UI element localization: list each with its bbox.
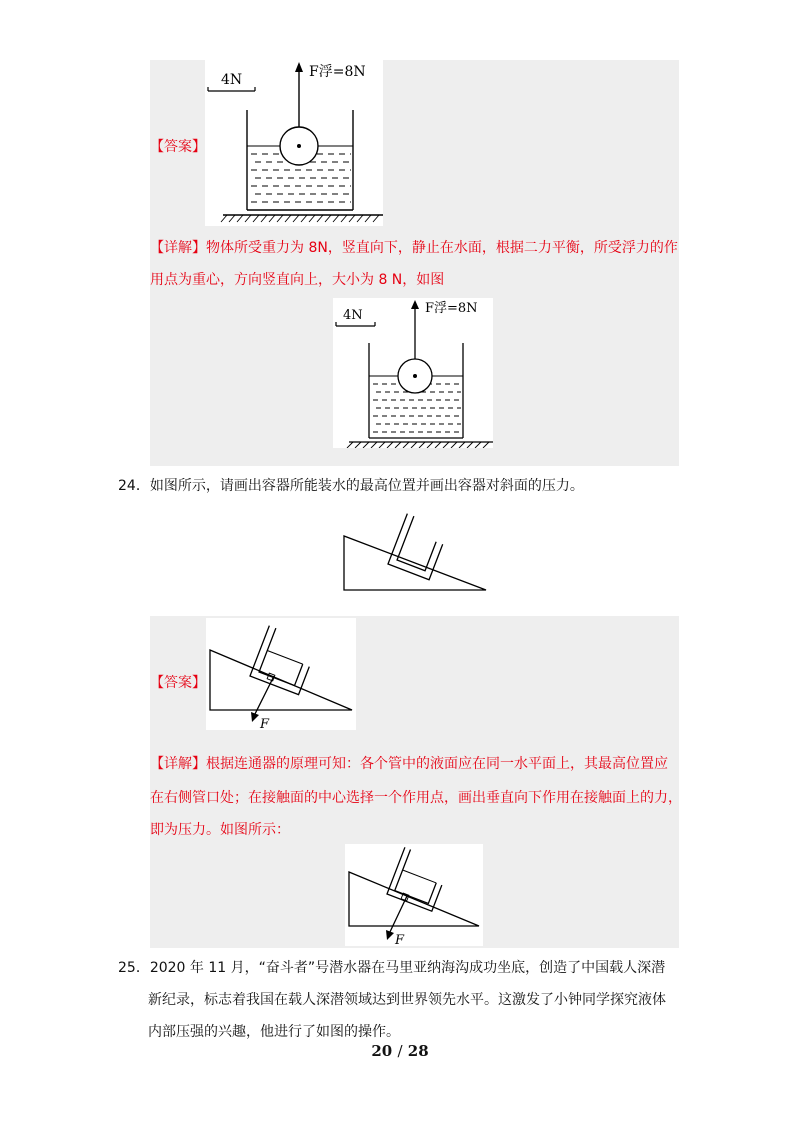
q24-question-text: 如图所示，请画出容器所能装水的最高位置并画出容器对斜面的压力。 xyxy=(149,478,584,494)
q24-detail-tag: 【详解】 xyxy=(150,756,206,772)
scale-label: 4N xyxy=(221,72,243,88)
q24-detail-line1 xyxy=(150,748,668,780)
q25-line3: 内部压强的兴趣，他进行了如图的操作。 xyxy=(148,1024,400,1040)
q24-question-figure xyxy=(340,506,490,592)
q23-answer-figure xyxy=(205,60,383,226)
buoyancy-diagram xyxy=(205,60,383,226)
force-label: F xyxy=(395,933,405,946)
q23-detail-line2: 用点为重心，方向竖直向上，大小为 8 N，如图 xyxy=(150,272,445,288)
force-label: F浮=8N xyxy=(309,64,366,80)
q24-detail-line2: 在右侧管口处；在接触面的中心选择一个作用点，画出垂直向下作用在接触面上的力， xyxy=(150,790,682,806)
page-total: 28 xyxy=(407,1042,429,1060)
q24-detail-line3: 即为压力。如图所示： xyxy=(150,822,290,838)
force-label: F xyxy=(260,717,270,730)
force-label: F浮=8N xyxy=(425,301,478,316)
q24-question xyxy=(118,470,584,502)
q23-answer-tag: 【答案】 xyxy=(150,139,206,155)
q25-line1 xyxy=(118,952,665,984)
q25-text1: 2020 年 11 月，“奋斗者”号潜水器在马里亚纳海沟成功坐底，创造了中国载人深潜 xyxy=(149,960,666,976)
q25-number: 25． xyxy=(118,960,150,976)
q23-detail-text1: 物体所受重力为 8N，竖直向下，静止在水面，根据二力平衡，所受浮力的作 xyxy=(206,240,678,256)
q24-answer-figure xyxy=(206,618,356,730)
q23-detail-tag: 【详解】 xyxy=(150,240,206,256)
buoyancy-diagram-repeat xyxy=(333,298,493,448)
page-current: 20 xyxy=(371,1042,393,1060)
q23-detail-line1 xyxy=(150,232,678,264)
q24-detail-figure xyxy=(345,844,483,946)
q23-detail-figure xyxy=(333,298,493,448)
incline-container-diagram xyxy=(340,506,490,592)
page-number xyxy=(0,1042,800,1060)
incline-pressure-diagram-repeat xyxy=(345,844,483,946)
q25-line2: 新纪录，标志着我国在载人深潜领域达到世界领先水平。这激发了小钟同学探究液体 xyxy=(148,992,666,1008)
scale-label: 4N xyxy=(343,308,363,323)
q24-answer-tag: 【答案】 xyxy=(150,675,206,691)
q24-detail-text1: 根据连通器的原理可知：各个管中的液面应在同一水平面上，其最高位置应 xyxy=(206,756,668,772)
page-sep: / xyxy=(397,1042,403,1060)
incline-pressure-diagram xyxy=(206,618,356,730)
q24-number: 24． xyxy=(118,478,150,494)
